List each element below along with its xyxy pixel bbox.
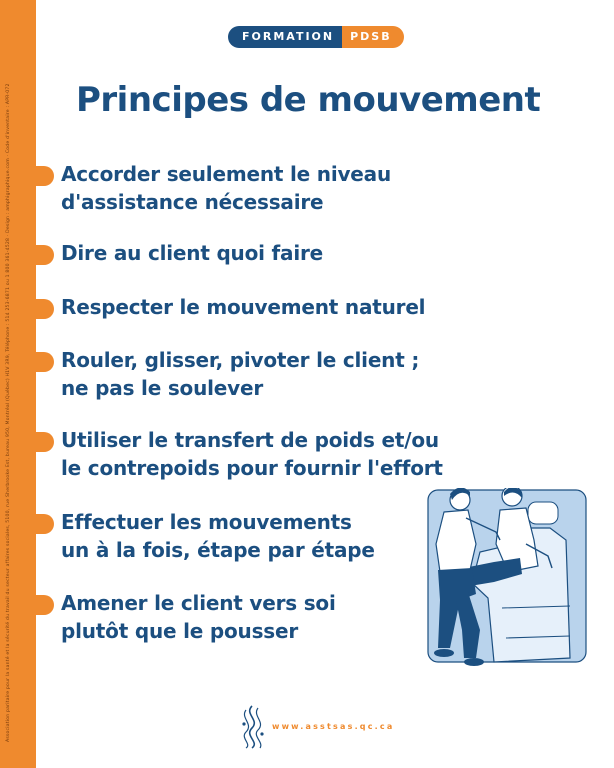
badge-pdsb: PDSB [342,26,404,48]
principle-text: Utiliser le transfert de poids et/ou le contrepoids pour fournir l'effort [61,428,443,480]
bullet-marker [34,299,54,319]
bullet-marker [34,245,54,265]
bullet-marker [34,595,54,615]
asstsas-logo [238,704,268,750]
caregiver-transfer-illustration [410,488,588,676]
bullet-marker [34,514,54,534]
bullet-marker [34,432,54,452]
website-url: www.asstsas.qc.ca [272,722,395,731]
bullet-marker [34,352,54,372]
principle-text: Effectuer les mouvements un à la fois, étape par étape [61,510,375,562]
principle-text: Dire au client quoi faire [61,241,324,265]
formation-badge [228,26,404,48]
principle-text: Amener le client vers soi plutôt que le pousser [61,591,336,643]
badge-formation: FORMATION [228,26,342,48]
principle-text: Respecter le mouvement naturel [61,295,426,319]
bullet-marker [34,166,54,186]
page-title: Principes de mouvement [76,80,541,120]
side-credits-text: Association paritaire pour la santé et la sécurité du travail du secteur affaires sociales, 5100, rue Sherbrooke Est, bureau 950, Montréal (Québec) H1V 3R9, Téléphone : 514 253-6871 ou 1 800 361-4528 · Design : amphigraphique.com · Code d'inventaire : APR-072 [6,83,11,742]
principle-text: Rouler, glisser, pivoter le client ; ne pas le soulever [61,348,420,400]
principle-text: Accorder seulement le niveau d'assistance nécessaire [61,162,392,214]
